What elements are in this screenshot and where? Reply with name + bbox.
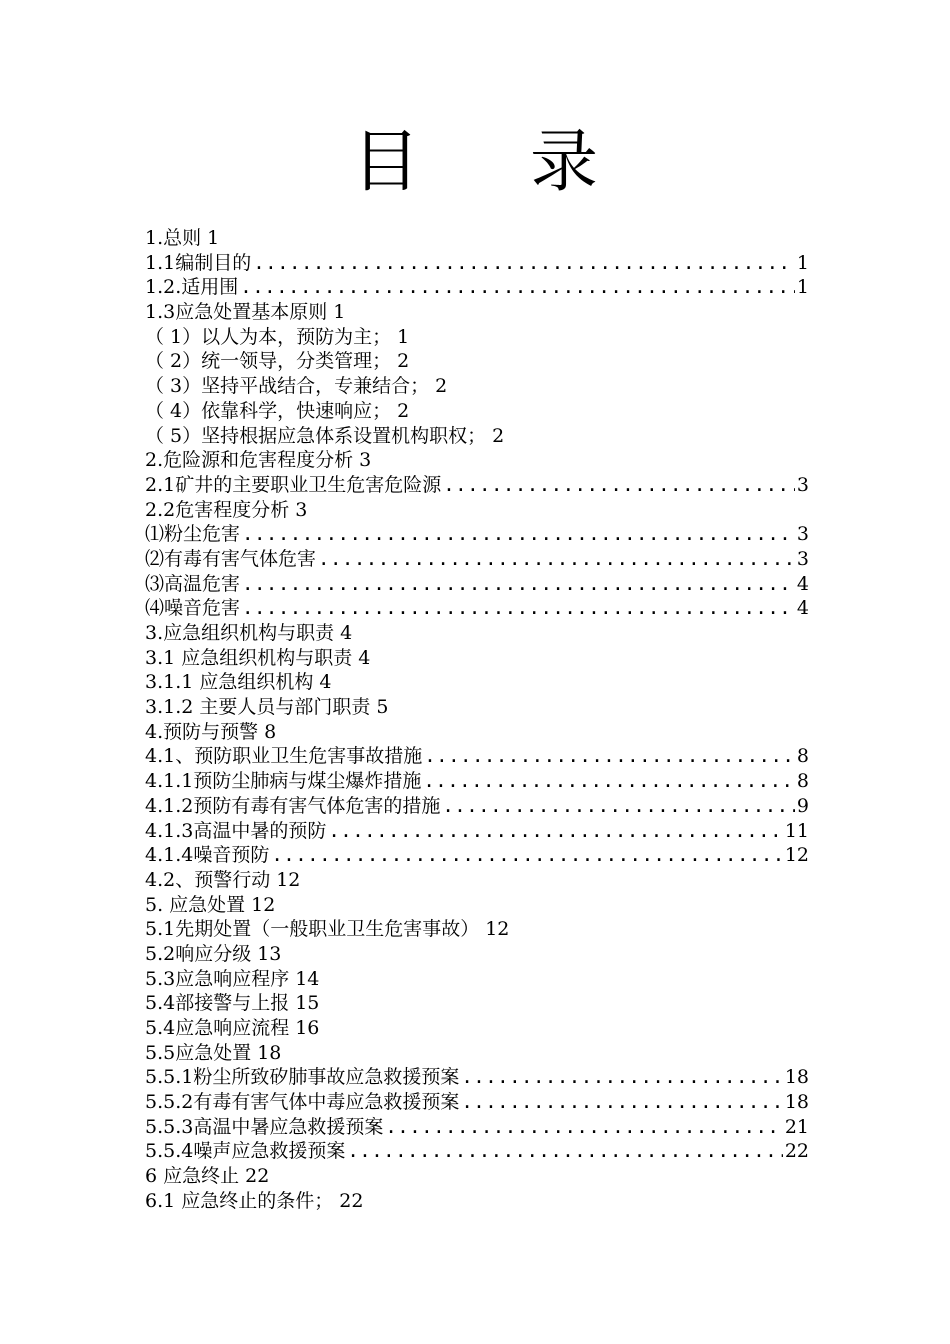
toc-entry[interactable] (145, 843, 809, 868)
toc-entry-label: 3.应急组织机构与职责 (145, 622, 335, 644)
toc-page-number: 21 (784, 1115, 809, 1138)
toc-entry[interactable] (145, 794, 809, 819)
title-char-1: 目 (351, 123, 420, 202)
toc-dot-leader (318, 547, 795, 572)
toc-entry[interactable] (145, 744, 809, 769)
toc-entry[interactable] (145, 967, 809, 992)
toc-entry[interactable] (145, 349, 809, 374)
toc-page-number: 3 (359, 449, 372, 472)
toc-page-number: 4 (340, 622, 353, 644)
toc-page-number: 2 (492, 424, 505, 447)
toc-entry-label: 6 应急终止 (145, 1165, 240, 1188)
toc-page-number: 12 (485, 918, 510, 941)
toc-entry[interactable] (145, 399, 809, 424)
toc-dot-leader (461, 1065, 782, 1090)
toc-entry[interactable] (145, 893, 809, 918)
toc-page-number: 3 (796, 473, 809, 496)
toc-dot-leader (442, 794, 795, 819)
toc-entry-label: 5.1先期处置（一般职业卫生危害事故） (145, 918, 480, 941)
toc-entry-label: 4.1.2预防有毒有害气体危害的措施 (145, 794, 441, 817)
toc-page-number: 1 (796, 276, 809, 299)
toc-entry[interactable] (145, 325, 809, 350)
toc-page-number: 16 (295, 1017, 320, 1039)
toc-entry[interactable] (145, 917, 809, 942)
toc-entry[interactable] (145, 1115, 809, 1140)
toc-entry[interactable] (145, 1016, 809, 1041)
toc-page-number: 1 (397, 325, 410, 348)
toc-entry-label: （ 1）以人为本，预防为主； (145, 325, 392, 348)
toc-dot-leader (328, 819, 782, 844)
toc-entry-label: 5.5.1粉尘所致矽肺事故应急救援预案 (145, 1066, 460, 1089)
toc-entry[interactable] (145, 498, 809, 523)
toc-page-number: 13 (257, 942, 282, 965)
title-char-2: 录 (530, 123, 599, 202)
table-of-contents (145, 226, 809, 1214)
toc-entry-label: （ 5）坚持根据应急体系设置机构职权； (145, 424, 487, 447)
toc-entry-label: 5.3应急响应程序 (145, 967, 290, 990)
toc-entry-label: ⑴粉尘危害 (145, 523, 241, 546)
toc-entry-label: 5.4应急响应流程 (145, 1017, 290, 1039)
toc-entry[interactable] (145, 720, 809, 745)
toc-entry-label: （ 4）依靠科学，快速响应； (145, 399, 392, 422)
toc-entry-label: 2.2危害程度分析 (145, 498, 290, 521)
toc-page-number: 22 (784, 1140, 809, 1163)
toc-page-number: 18 (784, 1091, 809, 1114)
toc-entry-label: （ 3）坚持平战结合，专兼结合； (145, 375, 430, 398)
toc-page-number: 8 (796, 770, 809, 793)
toc-page-number: 8 (264, 720, 277, 743)
toc-entry[interactable] (145, 226, 809, 251)
toc-page-number: 8 (796, 745, 809, 768)
toc-page-number: 11 (784, 819, 809, 842)
toc-entry[interactable] (145, 1041, 809, 1066)
toc-page-number: 15 (295, 992, 320, 1015)
toc-entry-label: 3.1.1 应急组织机构 (145, 671, 314, 694)
toc-entry[interactable] (145, 621, 809, 646)
toc-entry-label: 4.1.3高温中暑的预防 (145, 819, 327, 842)
toc-entry-label: 1.3应急处置基本原则 (145, 301, 328, 324)
toc-entry[interactable] (145, 1090, 809, 1115)
toc-entry[interactable] (145, 572, 809, 597)
toc-entry-label: 5.4部接警与上报 (145, 992, 290, 1015)
toc-page-number: 1 (796, 251, 809, 274)
toc-entry-label: 5.5.4噪声应急救援预案 (145, 1140, 346, 1163)
toc-page-number: 3 (796, 523, 809, 546)
toc-entry-label: 4.2、预警行动 (145, 868, 271, 891)
page-title (0, 118, 950, 208)
toc-entry-label: （ 2）统一领导，分类管理； (145, 350, 392, 373)
toc-page-number: 4 (319, 671, 332, 694)
toc-entry[interactable] (145, 522, 809, 547)
toc-dot-leader (461, 1090, 782, 1115)
toc-dot-leader (242, 572, 795, 597)
toc-entry[interactable] (145, 251, 809, 276)
toc-entry[interactable] (145, 991, 809, 1016)
toc-page-number: 1 (333, 301, 346, 324)
toc-entry[interactable] (145, 275, 809, 300)
toc-entry[interactable] (145, 942, 809, 967)
toc-entry-label: ⑷噪音危害 (145, 597, 241, 620)
toc-dot-leader (347, 1139, 782, 1164)
toc-page-number: 18 (784, 1066, 809, 1089)
toc-dot-leader (385, 1115, 782, 1140)
toc-entry-label: 1.2.适用围 (145, 276, 239, 299)
toc-entry[interactable] (145, 300, 809, 325)
toc-page-number: 22 (339, 1189, 364, 1212)
toc-entry[interactable] (145, 646, 809, 671)
toc-entry[interactable] (145, 769, 809, 794)
toc-page-number: 2 (397, 350, 410, 373)
toc-entry-label: 4.预防与预警 (145, 720, 259, 743)
toc-entry[interactable] (145, 819, 809, 844)
toc-dot-leader (443, 473, 795, 498)
toc-dot-leader (242, 522, 795, 547)
toc-entry-label: 5.5应急处置 (145, 1041, 252, 1064)
toc-page-number: 22 (245, 1165, 270, 1188)
toc-page-number: 5 (376, 696, 389, 719)
toc-page-number: 12 (251, 893, 276, 916)
toc-page-number: 9 (796, 794, 809, 817)
toc-entry-label: 1.1编制目的 (145, 251, 252, 274)
toc-entry[interactable] (145, 1164, 809, 1189)
toc-entry[interactable] (145, 424, 809, 449)
toc-entry-label: 2.1矿井的主要职业卫生危害危险源 (145, 473, 442, 496)
toc-entry[interactable] (145, 1065, 809, 1090)
toc-page-number: 4 (796, 597, 809, 620)
toc-page-number: 3 (796, 547, 809, 570)
toc-entry[interactable] (145, 448, 809, 473)
toc-entry-label: 5.5.3高温中暑应急救援预案 (145, 1115, 384, 1138)
toc-page-number: 4 (796, 572, 809, 595)
toc-entry-label: 4.1.1预防尘肺病与煤尘爆炸措施 (145, 770, 422, 793)
toc-page-number: 3 (295, 498, 308, 521)
toc-page-number: 14 (295, 967, 320, 990)
toc-entry[interactable] (145, 695, 809, 720)
toc-entry[interactable] (145, 670, 809, 695)
toc-dot-leader (271, 843, 782, 868)
toc-dot-leader (240, 275, 795, 300)
toc-page-number: 18 (257, 1041, 282, 1064)
toc-entry[interactable] (145, 868, 809, 893)
toc-page-number: 1 (207, 227, 220, 249)
toc-page-number: 2 (435, 375, 448, 398)
toc-page-number: 4 (358, 646, 371, 669)
toc-entry-label: 4.1、预防职业卫生危害事故措施 (145, 745, 423, 768)
toc-dot-leader (424, 744, 795, 769)
toc-entry-label: 5.5.2有毒有害气体中毒应急救援预案 (145, 1091, 460, 1114)
toc-dot-leader (423, 769, 795, 794)
toc-entry-label: 6.1 应急终止的条件； (145, 1189, 334, 1212)
toc-entry[interactable] (145, 1139, 809, 1164)
toc-entry-label: 5.2响应分级 (145, 942, 252, 965)
toc-page-number: 12 (784, 844, 809, 867)
toc-entry-label: ⑶高温危害 (145, 572, 241, 595)
toc-entry-label: ⑵有毒有害气体危害 (145, 547, 317, 570)
toc-entry[interactable] (145, 374, 809, 399)
toc-entry-label: 3.1.2 主要人员与部门职责 (145, 696, 371, 719)
toc-entry[interactable] (145, 547, 809, 572)
toc-entry[interactable] (145, 1189, 809, 1214)
toc-page-number: 2 (397, 399, 410, 422)
toc-entry[interactable] (145, 473, 809, 498)
toc-entry-label: 4.1.4噪音预防 (145, 844, 270, 867)
toc-entry-label: 2.危险源和危害程度分析 (145, 449, 354, 472)
toc-entry-label: 5. 应急处置 (145, 893, 246, 916)
toc-page-number: 12 (276, 868, 301, 891)
toc-entry-label: 1.总则 (145, 227, 202, 249)
toc-dot-leader (242, 596, 795, 621)
toc-entry[interactable] (145, 596, 809, 621)
toc-entry-label: 3.1 应急组织机构与职责 (145, 646, 353, 669)
toc-dot-leader (253, 251, 795, 276)
